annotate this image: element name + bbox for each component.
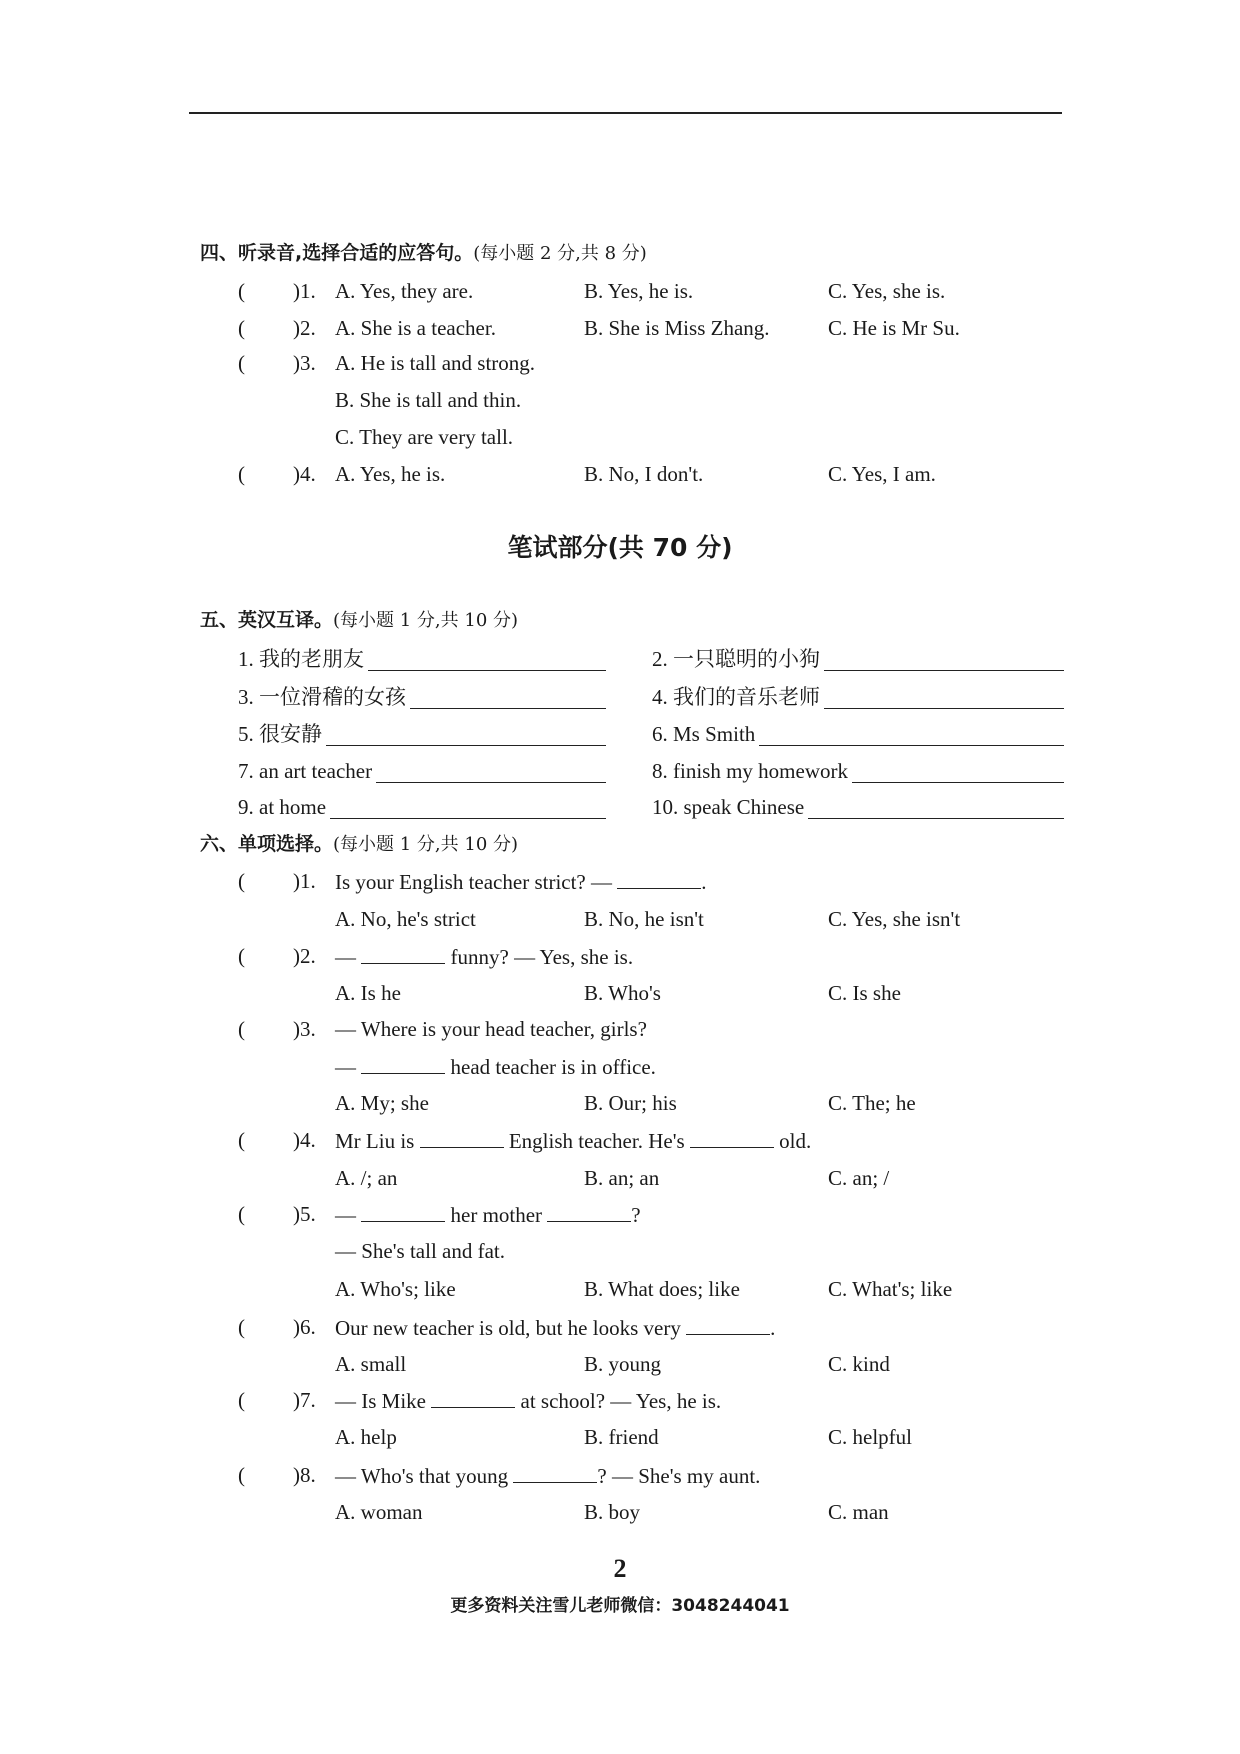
option[interactable]: B. Who's [584, 981, 661, 1005]
stem-text: — Is Mike [335, 1389, 432, 1413]
option[interactable]: A. Yes, they are. [335, 279, 474, 303]
option[interactable]: C. The; he [828, 1091, 916, 1115]
stem-text: — [335, 1203, 362, 1227]
section-heading [200, 831, 518, 858]
translation-item: 7. an art teacher [238, 759, 373, 783]
fill-blank[interactable] [361, 1053, 445, 1074]
question-number: )6. [293, 1315, 316, 1339]
answer-paren[interactable]: ( [238, 1017, 245, 1041]
fill-blank[interactable] [431, 1387, 515, 1408]
stem-text: at school? — Yes, he is. [515, 1389, 722, 1413]
option[interactable]: C. man [828, 1500, 889, 1524]
answer-paren[interactable]: ( [238, 279, 245, 303]
question-stem [335, 1016, 647, 1042]
question-number: )5. [293, 1202, 316, 1226]
stem-text: — [335, 1055, 362, 1079]
translation-item: 8. finish my homework [652, 759, 848, 783]
option[interactable]: C. Yes, I am. [828, 462, 936, 486]
header-rule [189, 112, 1062, 114]
section-heading [200, 607, 518, 634]
fill-blank[interactable] [547, 1201, 631, 1222]
question-number: )7. [293, 1388, 316, 1412]
question-stem [335, 1053, 656, 1080]
question-stem [335, 1314, 775, 1341]
stem-text: English teacher. He's [503, 1129, 690, 1153]
section-title: 五、英汉互译。 [200, 609, 334, 631]
question-stem [335, 1127, 811, 1154]
option[interactable]: B. friend [584, 1425, 659, 1449]
fill-blank[interactable] [361, 1201, 445, 1222]
option[interactable]: C. Is she [828, 981, 901, 1005]
answer-line[interactable] [852, 782, 1064, 783]
answer-line[interactable] [376, 782, 606, 783]
stem-text: Is your English teacher strict? — [335, 870, 618, 894]
translation-item: 10. speak Chinese [652, 795, 805, 819]
translation-item: 2. 一只聪明的小狗 [652, 647, 820, 671]
stem-text: her mother [445, 1203, 548, 1227]
question-stem [335, 1462, 760, 1489]
fill-blank[interactable] [686, 1314, 770, 1335]
question-stem [335, 943, 633, 970]
answer-line[interactable] [824, 708, 1064, 709]
stem-text: — [335, 945, 362, 969]
answer-line[interactable] [824, 670, 1064, 671]
question-number: )4. [293, 462, 316, 486]
question-number: )1. [293, 279, 316, 303]
option[interactable]: B. No, he isn't [584, 907, 704, 931]
option[interactable]: A. Yes, he is. [335, 462, 446, 486]
answer-line[interactable] [368, 670, 606, 671]
option[interactable]: A. She is a teacher. [335, 316, 496, 340]
option[interactable]: C. Yes, she is. [828, 279, 946, 303]
answer-paren[interactable]: ( [238, 1388, 245, 1412]
option[interactable]: A. help [335, 1425, 397, 1449]
option[interactable]: C. an; / [828, 1166, 890, 1190]
option[interactable]: A. My; she [335, 1091, 429, 1115]
option[interactable]: C. He is Mr Su. [828, 316, 960, 340]
stem-text: . [701, 870, 707, 894]
stem-text: Our new teacher is old, but he looks very [335, 1316, 687, 1340]
option[interactable]: A. Is he [335, 981, 401, 1005]
translation-item: 1. 我的老朋友 [238, 647, 364, 671]
stem-text: ? [631, 1203, 641, 1227]
option[interactable]: C. Yes, she isn't [828, 907, 961, 931]
option[interactable]: C. They are very tall. [335, 425, 514, 449]
answer-line[interactable] [410, 708, 606, 709]
stem-text: — Where is your head teacher, girls? [335, 1017, 647, 1041]
question-number: )2. [293, 944, 316, 968]
question-stem [335, 1201, 641, 1228]
page-number: 2 [613, 1554, 627, 1583]
stem-text: funny? — Yes, she is. [445, 945, 634, 969]
section-heading [200, 240, 647, 267]
footer-note: 更多资料关注雪儿老师微信：3048244041 [450, 1596, 790, 1616]
answer-paren[interactable]: ( [238, 944, 245, 968]
option[interactable]: B. Our; his [584, 1091, 677, 1115]
answer-line[interactable] [326, 745, 606, 746]
translation-item: 4. 我们的音乐老师 [652, 685, 820, 709]
translation-item: 9. at home [238, 795, 327, 819]
option[interactable]: B. boy [584, 1500, 641, 1524]
option[interactable]: A. He is tall and strong. [335, 351, 536, 375]
question-number: )3. [293, 1017, 316, 1041]
question-number: )3. [293, 351, 316, 375]
option[interactable]: A. woman [335, 1500, 423, 1524]
answer-paren[interactable]: ( [238, 1202, 245, 1226]
option[interactable]: B. an; an [584, 1166, 660, 1190]
stem-text: Mr Liu is [335, 1129, 420, 1153]
fill-blank[interactable] [513, 1462, 597, 1483]
option[interactable]: C. What's; like [828, 1277, 953, 1301]
section-score-note: (每小题 1 分,共 10 分) [333, 834, 519, 855]
option[interactable]: B. She is tall and thin. [335, 388, 522, 412]
option[interactable]: B. Yes, he is. [584, 279, 694, 303]
answer-paren[interactable]: ( [238, 462, 245, 486]
stem-text: — She's tall and fat. [335, 1239, 505, 1263]
section-score-note: (每小题 1 分,共 10 分) [333, 610, 519, 631]
section-title: 六、单项选择。 [200, 833, 334, 855]
section-title: 四、听录音,选择合适的应答句。 [200, 242, 474, 264]
fill-blank[interactable] [361, 943, 445, 964]
option[interactable]: C. helpful [828, 1425, 912, 1449]
option[interactable]: A. No, he's strict [335, 907, 476, 931]
option[interactable]: B. What does; like [584, 1277, 740, 1301]
answer-line[interactable] [330, 818, 606, 819]
option[interactable]: A. small [335, 1352, 407, 1376]
written-part-title: 笔试部分(共 70 分) [507, 533, 733, 562]
answer-paren[interactable]: ( [238, 1315, 245, 1339]
stem-text: head teacher is in office. [445, 1055, 656, 1079]
answer-paren[interactable]: ( [238, 351, 245, 375]
question-number: )2. [293, 316, 316, 340]
answer-paren[interactable]: ( [238, 869, 245, 893]
option[interactable]: B. No, I don't. [584, 462, 704, 486]
answer-line[interactable] [808, 818, 1064, 819]
stem-text: — Who's that young [335, 1464, 514, 1488]
question-stem [335, 868, 707, 895]
option[interactable]: B. young [584, 1352, 662, 1376]
stem-text: . [770, 1316, 776, 1340]
answer-paren[interactable]: ( [238, 1128, 245, 1152]
option[interactable]: A. Who's; like [335, 1277, 456, 1301]
question-stem [335, 1238, 505, 1264]
translation-item: 3. 一位滑稽的女孩 [238, 685, 406, 709]
question-stem [335, 1387, 721, 1414]
section-score-note: (每小题 2 分,共 8 分) [473, 243, 647, 264]
question-number: )1. [293, 869, 316, 893]
stem-text: old. [773, 1129, 812, 1153]
question-number: )8. [293, 1463, 316, 1487]
translation-item: 5. 很安静 [238, 722, 322, 746]
option[interactable]: C. kind [828, 1352, 890, 1376]
fill-blank[interactable] [690, 1127, 774, 1148]
stem-text: ? — She's my aunt. [597, 1464, 761, 1488]
option[interactable]: A. /; an [335, 1166, 398, 1190]
answer-line[interactable] [759, 745, 1064, 746]
translation-item: 6. Ms Smith [652, 722, 756, 746]
question-number: )4. [293, 1128, 316, 1152]
option[interactable]: B. She is Miss Zhang. [584, 316, 770, 340]
fill-blank[interactable] [617, 868, 701, 889]
fill-blank[interactable] [420, 1127, 504, 1148]
answer-paren[interactable]: ( [238, 316, 245, 340]
answer-paren[interactable]: ( [238, 1463, 245, 1487]
